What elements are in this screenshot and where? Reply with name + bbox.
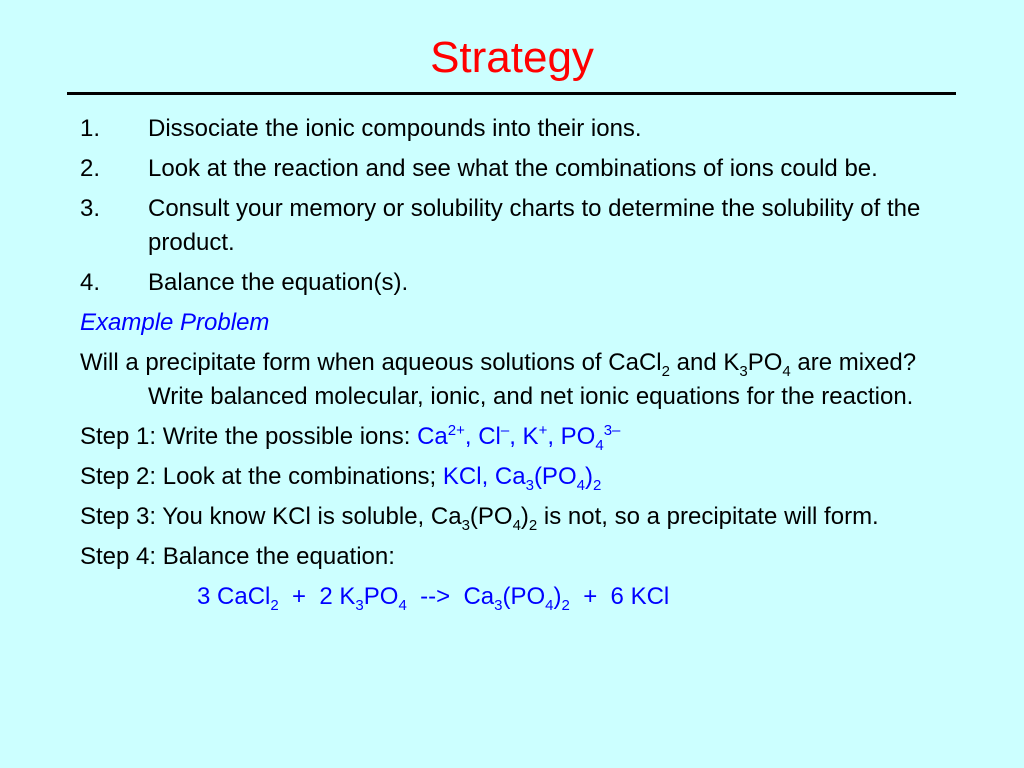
formula-text: ) <box>584 463 593 490</box>
problem-text: and K <box>669 349 740 376</box>
solution-step-3 <box>80 500 960 534</box>
solution-step-2 <box>80 460 960 494</box>
step-text: Dissociate the ionic compounds into their ions. <box>148 115 642 142</box>
strategy-step-3 <box>80 192 960 260</box>
balanced-equation <box>80 580 960 614</box>
subscript: 4 <box>545 596 554 614</box>
example-heading: Example Problem <box>80 309 270 336</box>
strategy-step-4 <box>80 266 960 300</box>
step-text: Look at the reaction and see what the combinations of ions could be. <box>148 155 878 182</box>
equation-text: PO <box>363 583 399 610</box>
ion-ca: Ca <box>417 423 448 450</box>
subscript: 2 <box>270 596 279 614</box>
subscript: 3 <box>525 476 534 494</box>
step-label: Step 2: Look at the combinations; <box>80 463 443 490</box>
subscript: 3 <box>355 596 364 614</box>
subscript: 2 <box>528 516 538 534</box>
example-problem-text <box>80 346 960 414</box>
formula-text: (PO <box>533 463 577 490</box>
step-number: 3. <box>80 195 101 222</box>
problem-text: Will a precipitate form when aqueous solutions of CaCl <box>80 349 662 376</box>
subscript: 3 <box>494 596 503 614</box>
slide-title: Strategy <box>430 33 594 82</box>
ion-k: , K <box>509 423 539 450</box>
slide-body <box>80 112 960 620</box>
solution-step-4: Step 4: Balance the equation: <box>80 543 395 570</box>
strategy-step-2 <box>80 152 960 186</box>
problem-text: PO <box>747 349 783 376</box>
combination-list <box>442 463 602 494</box>
title-divider <box>67 92 956 95</box>
subscript: 3 <box>461 516 470 534</box>
equation-text: + 6 KCl <box>569 583 670 610</box>
step-number: 4. <box>80 269 101 296</box>
subscript: 4 <box>576 476 585 494</box>
subscript: 4 <box>398 596 407 614</box>
subscript: 4 <box>512 516 521 534</box>
subscript: 2 <box>661 362 670 380</box>
equation-text: 3 CaCl <box>197 583 271 610</box>
subscript: 3 <box>739 362 748 380</box>
equation-text: (PO <box>502 583 546 610</box>
strategy-step-1 <box>80 112 960 146</box>
step-number: 2. <box>80 155 101 182</box>
charge: 2+ <box>447 422 465 439</box>
step-text: Consult your memory or solubility charts to determine the solubility of the product. <box>148 195 921 256</box>
ion-list <box>417 422 621 454</box>
subscript: 2 <box>592 476 602 494</box>
step-text: (PO <box>469 503 513 530</box>
step-text: Step 3: You know KCl is soluble, Ca <box>80 503 462 530</box>
charge: 3– <box>603 422 621 439</box>
step-text: is not, so a precipitate will form. <box>537 503 879 530</box>
problem-text: are mixed? Write balanced molecular, ionic, and net ionic equations for the reaction. <box>148 349 917 410</box>
ion-cl: , Cl <box>464 423 501 450</box>
step-text: Balance the equation(s). <box>148 269 409 296</box>
step-label: Step 1: Write the possible ions: <box>80 423 418 450</box>
charge: + <box>538 422 548 439</box>
charge: – <box>500 422 510 439</box>
equation-text: --> Ca <box>406 583 495 610</box>
equation-text: ) <box>553 583 562 610</box>
subscript: 4 <box>782 362 791 380</box>
step-text: ) <box>520 503 529 530</box>
formula-text: KCl, Ca <box>442 463 526 490</box>
subscript: 4 <box>595 436 604 454</box>
ion-po4: , PO <box>547 423 596 450</box>
step-number: 1. <box>80 115 101 142</box>
equation-text: + 2 K <box>278 583 356 610</box>
solution-step-1 <box>80 420 960 454</box>
subscript: 2 <box>561 596 570 614</box>
